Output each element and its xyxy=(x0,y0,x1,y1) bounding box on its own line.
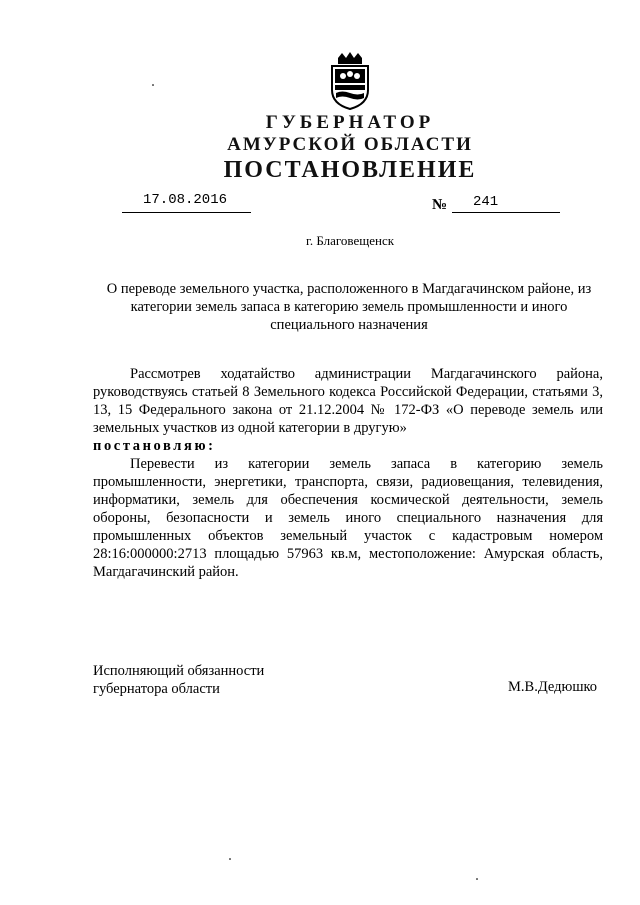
number-underline xyxy=(452,212,560,213)
header-region: АМУРСКОЙ ОБЛАСТИ xyxy=(227,134,473,155)
signatory-position xyxy=(93,662,264,698)
signatory-position-line2: губернатора области xyxy=(93,681,220,697)
decree-word: постановляю: xyxy=(93,438,216,454)
preamble-paragraph: Рассмотрев ходатайство администрации Магдагачинского района, руководствуясь статьей 8 Земельного кодекса Российской Федерации, статьями 3, 13, 15 Федерального закона от 21.12.2004 № 172-ФЗ «О переводе земель или земельных участков из одной категории в другую» xyxy=(93,366,603,436)
coat-of-arms-icon xyxy=(328,52,372,110)
date-underline xyxy=(122,212,251,213)
document-date: 17.08.2016 xyxy=(143,192,228,208)
header-governor: ГУБЕРНАТОР xyxy=(265,112,435,133)
document-type-title: ПОСТАНОВЛЕНИЕ xyxy=(223,157,477,183)
city-label: г. Благовещенск xyxy=(305,233,395,248)
scan-speck xyxy=(476,878,478,880)
signatory-name: М.В.Дедюшко xyxy=(508,679,598,695)
document-subject: О переводе земельного участка, расположенного в Магдагачинском районе, из категории земель запаса в категорию земель промышленности и иного специального назначения xyxy=(106,281,592,333)
decision-paragraph: Перевести из категории земель запаса в категорию земель промышленности, энергетики, транспорта, связи, радиовещания, телевидения, информатики, земель для обеспечения космической деятельности, земель обороны, безопасности и земель иного специального назначения для промышленных объектов земельный участок с кадастровым номером 28:16:000000:2713 площадью 57963 кв.м, местоположение: Амурская область, Магдагачинский район. xyxy=(93,456,603,580)
document-body xyxy=(93,365,603,581)
scan-speck xyxy=(152,84,154,86)
scan-speck xyxy=(229,858,231,860)
document-number: 241 xyxy=(473,194,499,210)
signatory-position-line1: Исполняющий обязанности xyxy=(93,663,265,679)
number-sign: № xyxy=(432,197,448,213)
